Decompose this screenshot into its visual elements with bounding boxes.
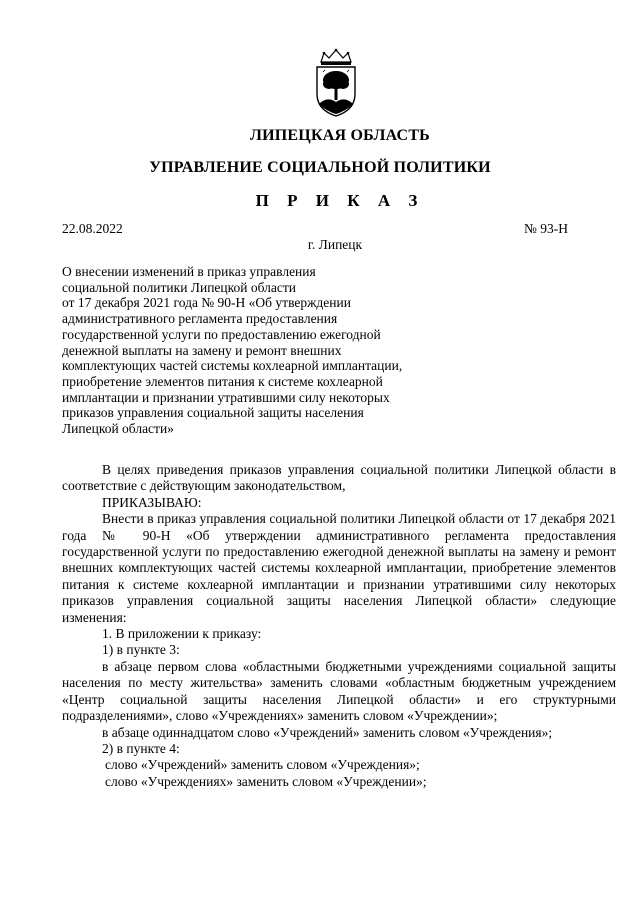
subject-line: государственной услуги по предоставлению ежегодной (62, 326, 381, 342)
region-title: ЛИПЕЦКАЯ ОБЛАСТЬ (250, 127, 430, 144)
body-paragraph: в абзаце первом слова «областными бюджетными учреждениями социальной защиты населения по месту жительства» заменить словами «областным бюджетным учреждением «Центр социальной защиты населения Липецкой области» и его структурными подразделениями», слово «Учреждениях» заменить словом «Учреждении»; (62, 658, 616, 724)
subject-line: административного регламента предоставления (62, 311, 338, 327)
department-title: УПРАВЛЕНИЕ СОЦИАЛЬНОЙ ПОЛИТИКИ (149, 159, 491, 176)
order-keyword: ПРИКАЗЫВАЮ: (102, 494, 202, 510)
list-item: 1) в пункте 3: (102, 642, 180, 658)
subject-line: от 17 декабря 2021 года № 90-Н «Об утверждении (62, 295, 351, 311)
document-subject (62, 264, 482, 437)
document-number: № 93-Н (523, 221, 568, 236)
body-paragraph: В целях приведения приказов управления социальной политики Липецкой области в соответствие с действующим законодательством, (62, 462, 616, 494)
subject-line: денежной выплаты на замену и ремонт внешних (62, 342, 342, 358)
subject-line: приказов управления социальной защиты населения (62, 405, 364, 421)
document-type-title: П Р И К А З (255, 191, 425, 210)
subject-line: приобретение элементов питания к системе кохлеарной (62, 373, 383, 389)
document-body (62, 462, 616, 790)
coat-of-arms-icon (311, 48, 361, 118)
body-paragraph: слово «Учреждениях» заменить словом «Учреждении»; (105, 773, 427, 789)
subject-line: О внесении изменений в приказ управления (62, 264, 316, 279)
subject-line: комплектующих частей системы кохлеарной имплантации, (62, 358, 403, 374)
list-item: 1. В приложении к приказу: (102, 626, 262, 642)
body-paragraph: Внести в приказ управления социальной политики Липецкой области от 17 декабря 2021 года № 90-Н «Об утверждении административного регламента предоставления государственной услуги по предоставлению ежегодной денежной выплаты на замену и ремонт внешних комплектующих частей системы кохлеарной имплантации, приобретение элементов питания к системе кохлеарной имплантации и признании утратившими силу некоторых приказов управления социальной защиты населения Липецкой области» следующие изменения: (62, 511, 616, 625)
list-item: 2) в пункте 4: (102, 740, 180, 756)
subject-line: Липецкой области» (62, 421, 174, 437)
document-city: г. Липецк (307, 237, 363, 252)
subject-line: социальной политики Липецкой области (62, 279, 296, 295)
document-date: 22.08.2022 (62, 221, 123, 236)
body-paragraph: в абзаце одиннадцатом слово «Учреждений» заменить словом «Учреждения»; (102, 724, 553, 740)
body-paragraph: слово «Учреждений» заменить словом «Учреждения»; (105, 757, 420, 773)
subject-line: имплантации и признании утратившими силу некоторых (62, 389, 390, 405)
